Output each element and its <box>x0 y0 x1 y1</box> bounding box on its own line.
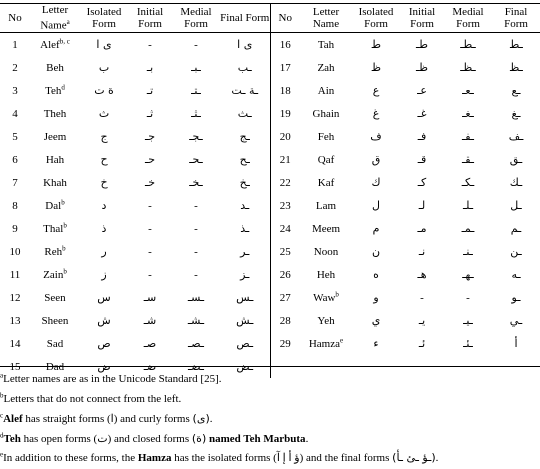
letter-name <box>30 332 80 355</box>
final-form: ـه <box>511 268 521 281</box>
table-row <box>0 217 540 240</box>
table-row <box>0 286 540 309</box>
final-form: ـط <box>509 38 523 51</box>
isolated-form: ة ت <box>94 84 114 97</box>
medial-form: ـتـ <box>191 84 201 97</box>
letter-name-text: Seen <box>44 291 66 304</box>
footnote-text-mid: has straight forms (ا) and curly forms <box>22 413 193 425</box>
medial-form: ـطـ <box>460 38 476 51</box>
footnote-text-end: . <box>305 432 309 445</box>
medial-form: - <box>194 38 198 51</box>
final-form: ـض <box>220 355 270 378</box>
medial-form: ـثـ <box>191 107 201 120</box>
footnotes <box>0 370 540 468</box>
header-isolated-right: Isolated Form <box>358 6 394 30</box>
initial-form: عـ <box>417 84 427 97</box>
footnote <box>0 370 540 390</box>
medial-form: - <box>194 222 198 235</box>
initial-form: كـ <box>417 176 427 189</box>
header-letter-name-mark: a <box>66 18 70 27</box>
initial-form: هـ <box>417 268 427 281</box>
isolated-form: ص <box>97 337 111 350</box>
letter-number: 22 <box>279 176 291 189</box>
letter-name <box>30 125 80 148</box>
footnote <box>0 390 540 410</box>
letter-name <box>30 33 80 57</box>
letter-name-text: Jeem <box>43 130 67 143</box>
isolated-form: ر <box>101 245 107 258</box>
isolated-form: ض <box>97 360 111 373</box>
medial-form: ـصـ <box>188 337 204 350</box>
final-form: ـف <box>508 130 524 143</box>
letter-number: 25 <box>279 245 291 258</box>
footnote-bold-term: Alef <box>3 413 23 425</box>
letter-name-text: Sad <box>46 337 64 350</box>
letter-name-text: Khah <box>43 176 67 189</box>
final-form: ـخ <box>220 171 270 194</box>
table-row <box>0 148 540 171</box>
final-form: ـي <box>509 314 523 327</box>
letter-number: 27 <box>279 291 291 304</box>
final-form: ـر <box>220 240 270 263</box>
initial-form: صـ <box>143 337 157 350</box>
header-letter-name <box>30 4 80 33</box>
letter-name <box>30 56 80 79</box>
letter-name <box>300 171 352 194</box>
letter-number: 2 <box>12 61 18 74</box>
header-final-right: Final Form <box>504 6 528 30</box>
letter-number: 6 <box>12 153 18 166</box>
isolated-form: ء <box>373 337 379 350</box>
table-row <box>0 56 540 79</box>
medial-form: ـعـ <box>462 84 474 97</box>
header-medial-right: Medial Form <box>452 6 484 30</box>
isolated-form: و <box>373 291 379 304</box>
letter-number: 12 <box>9 291 21 304</box>
letter-number: 20 <box>279 130 291 143</box>
table-row <box>0 240 540 263</box>
medial-form: ـقـ <box>461 153 474 166</box>
letter-number: 23 <box>279 199 291 212</box>
header-medial: Medial Form <box>180 6 212 30</box>
final-form: ـع <box>511 84 521 97</box>
letter-name <box>30 240 80 263</box>
isolated-form: ز <box>101 268 107 281</box>
final-form: ـظ <box>509 61 523 74</box>
initial-form: يـ <box>418 314 426 327</box>
final-form: ـن <box>510 245 522 258</box>
initial-form: فـ <box>417 130 427 143</box>
letter-number: 24 <box>279 222 291 235</box>
final-form: ـك <box>509 176 523 189</box>
letter-name <box>300 102 352 125</box>
medial-form: ـضـ <box>188 360 204 373</box>
table-header <box>0 4 540 33</box>
footnote <box>0 448 540 468</box>
letter-number: 29 <box>279 337 291 350</box>
letter-name-text: Zah <box>317 61 335 74</box>
footnote-mark: e <box>0 450 4 459</box>
letter-name-text: Teh <box>45 84 62 97</box>
isolated-form: ه <box>373 268 379 281</box>
letter-number: 11 <box>9 268 21 281</box>
initial-form: - <box>148 222 152 235</box>
medial-form: ـمـ <box>461 222 475 235</box>
letter-name-text: Sheen <box>41 314 69 327</box>
medial-form: ـغـ <box>462 107 474 120</box>
medial-form: ـهـ <box>462 268 474 281</box>
medial-form: ـئـ <box>463 337 473 350</box>
letter-name-mark: b <box>62 243 66 252</box>
initial-form: ضـ <box>143 360 157 373</box>
final-form: ـم <box>510 222 522 235</box>
letter-name <box>300 286 352 309</box>
letter-number: 8 <box>12 199 18 212</box>
letter-name-text: Feh <box>317 130 335 143</box>
letter-number: 1 <box>12 38 18 51</box>
header-initial-right: Initial Form <box>408 6 436 30</box>
header-no-right: No <box>278 12 292 24</box>
medial-form: ـنـ <box>463 245 473 258</box>
letter-number: 18 <box>279 84 291 97</box>
table-row <box>0 194 540 217</box>
isolated-form: ى ا <box>96 38 112 51</box>
medial-form: ـشـ <box>187 314 205 327</box>
isolated-form: م <box>372 222 380 235</box>
final-form: ـث <box>220 102 270 125</box>
letter-name-text: Meem <box>311 222 341 235</box>
letter-name-text: Ain <box>317 84 335 97</box>
footnote-text-end: . <box>209 413 213 425</box>
isolated-form: ل <box>372 199 380 212</box>
letter-name-mark: b <box>63 266 67 275</box>
medial-form: - <box>194 245 198 258</box>
initial-form: نـ <box>418 245 426 258</box>
letter-name-text: Yeh <box>317 314 335 327</box>
letter-name <box>300 217 352 240</box>
final-form: ـة ـت <box>220 79 270 102</box>
header-final: Final Form <box>220 4 270 33</box>
footnote-text-mid: has the isolated forms (ؤ أ إ آ) and the final forms <box>171 452 393 464</box>
letter-name <box>30 286 80 309</box>
medial-form: ـجـ <box>189 130 203 143</box>
header-initial: Initial Form <box>136 6 164 30</box>
table-row <box>0 79 540 102</box>
isolated-form: ث <box>98 107 110 120</box>
letter-name-mark: e <box>340 335 344 344</box>
letter-number: 26 <box>279 268 291 281</box>
footnote <box>0 429 540 449</box>
isolated-form: خ <box>100 176 108 189</box>
initial-form: حـ <box>144 153 156 166</box>
footnote-bold-term: Hamza <box>137 452 172 464</box>
letter-number: 19 <box>279 107 291 120</box>
initial-form: سـ <box>143 291 157 304</box>
medial-form: - <box>194 268 198 281</box>
initial-form: - <box>148 38 152 51</box>
table-row <box>0 125 540 148</box>
final-form: ـو <box>511 291 521 304</box>
letter-name-text: Noon <box>313 245 339 258</box>
initial-form: شـ <box>143 314 157 327</box>
letter-name <box>30 79 80 102</box>
letter-name <box>30 171 80 194</box>
final-form: ـل <box>510 199 522 212</box>
letter-name-mark: b <box>63 220 67 229</box>
letter-name-text: Tah <box>317 38 335 51</box>
isolated-form: ذ <box>101 222 107 235</box>
table-row <box>0 102 540 125</box>
letter-name-mark: b <box>61 197 65 206</box>
letter-name <box>30 217 80 240</box>
initial-form: مـ <box>417 222 427 235</box>
initial-form: ئـ <box>418 337 426 350</box>
final-form: ـب <box>220 56 270 79</box>
initial-form: بـ <box>146 61 154 74</box>
isolated-form: ط <box>370 38 382 51</box>
initial-form: غـ <box>417 107 427 120</box>
table-row <box>0 171 540 194</box>
isolated-form: ع <box>372 84 380 97</box>
initial-form: - <box>420 291 424 304</box>
letter-name <box>300 240 352 263</box>
letter-name-text: Waw <box>313 291 336 304</box>
letter-name-text: Zain <box>43 268 64 281</box>
letter-name-text: Dad <box>45 360 65 373</box>
letter-name <box>300 79 352 102</box>
initial-form: ثـ <box>146 107 154 120</box>
table-row <box>0 263 540 286</box>
letter-name-text: Beh <box>46 61 64 74</box>
letter-name <box>30 194 80 217</box>
letter-name-text: Qaf <box>317 153 335 166</box>
header-letter-name-right: Letter Name <box>312 6 340 30</box>
letter-name-text: Hamza <box>308 337 341 350</box>
isolated-form: غ <box>372 107 380 120</box>
initial-form: جـ <box>144 130 156 143</box>
footnote-arabic: (ـؤ ـئ ـأ) <box>392 451 436 464</box>
medial-form: ـظـ <box>460 61 476 74</box>
letter-name-text: Heh <box>316 268 336 281</box>
letter-number: 15 <box>9 360 21 373</box>
letter-name <box>300 309 352 332</box>
isolated-form: ج <box>100 130 108 143</box>
letter-name <box>300 125 352 148</box>
footnote <box>0 409 540 429</box>
final-form: ـج <box>220 125 270 148</box>
footnote-mark: d <box>0 430 4 439</box>
letter-name-mark: b <box>335 289 339 298</box>
footnote-arabic: (ة) <box>191 431 207 445</box>
letter-name <box>300 194 352 217</box>
letter-name <box>30 263 80 286</box>
isolated-form: ب <box>98 61 110 74</box>
final-form: ـغ <box>511 107 521 120</box>
letter-name <box>300 332 352 355</box>
arabic-letters-table <box>0 4 540 378</box>
initial-form: ظـ <box>416 61 428 74</box>
isolated-form: ظ <box>370 61 382 74</box>
letter-name-text: Alef <box>40 38 60 51</box>
final-form: ـق <box>509 153 523 166</box>
letter-name-mark: b, c <box>59 36 70 45</box>
isolated-form: ك <box>371 176 381 189</box>
letter-number: 21 <box>279 153 291 166</box>
final-form: ـذ <box>220 217 270 240</box>
isolated-form: ش <box>97 314 111 327</box>
final-form: ـش <box>220 309 270 332</box>
table-row <box>0 33 540 57</box>
initial-form: لـ <box>418 199 426 212</box>
header-isolated: Isolated Form <box>86 6 122 30</box>
initial-form: طـ <box>416 38 428 51</box>
footnote-text: In addition to these forms, the <box>3 452 138 464</box>
letter-name-text: Kaf <box>317 176 335 189</box>
final-form: ـز <box>220 263 270 286</box>
header-letter-name-text: Letter Name <box>40 4 69 32</box>
footnote-text: Letters that do not connect from the left. <box>3 392 182 405</box>
letter-name-text: Ghain <box>312 107 340 120</box>
letter-name <box>30 148 80 171</box>
final-form: ـص <box>220 332 270 355</box>
initial-form: - <box>148 199 152 212</box>
footnote-arabic: (ى) <box>192 412 210 425</box>
letter-name <box>300 148 352 171</box>
medial-form: ـخـ <box>189 176 203 189</box>
final-form: ـح <box>220 148 270 171</box>
isolated-form: ن <box>371 245 381 258</box>
footnote-text-end: . <box>435 452 439 464</box>
medial-form: ـحـ <box>189 153 203 166</box>
letter-name <box>30 309 80 332</box>
medial-form: - <box>466 291 470 304</box>
initial-form: خـ <box>144 176 156 189</box>
letter-number: 4 <box>12 107 18 120</box>
letter-name-text: Hah <box>45 153 65 166</box>
letter-number: 7 <box>12 176 18 189</box>
table-bottom-rule <box>0 366 540 367</box>
isolated-form: ح <box>100 153 108 166</box>
header-no: No <box>8 12 22 24</box>
footnote-text-mid: has open forms (ت) and closed forms <box>20 432 192 445</box>
isolated-form: ف <box>370 130 382 143</box>
medial-form: ـبـ <box>191 61 201 74</box>
initial-form: - <box>148 245 152 258</box>
letter-name-text: Theh <box>43 107 67 120</box>
letter-name <box>300 263 352 286</box>
letter-name <box>300 33 352 57</box>
isolated-form: ي <box>371 314 381 327</box>
table-body <box>0 33 540 379</box>
medial-form: - <box>194 199 198 212</box>
letter-number: 10 <box>9 245 21 258</box>
final-form: ـس <box>220 286 270 309</box>
table-row <box>0 309 540 332</box>
footnote-bold-term-2: named Teh Marbuta <box>206 432 306 445</box>
initial-form: تـ <box>146 84 154 97</box>
letter-number: 9 <box>12 222 18 235</box>
footnote-text: Letter names are as in the Unicode Standard [25]. <box>3 373 222 385</box>
final-form: ى ا <box>220 33 270 57</box>
footnote-mark: c <box>0 411 4 420</box>
letter-number: 16 <box>279 38 291 51</box>
letter-name-text: Thal <box>43 222 64 235</box>
medial-form: ـكـ <box>461 176 475 189</box>
letter-name-mark: d <box>61 82 65 91</box>
footnote-mark: a <box>0 371 4 380</box>
letter-number: 3 <box>12 84 18 97</box>
table-row <box>0 332 540 355</box>
letter-name-text: Reh <box>44 245 63 258</box>
initial-form: - <box>148 268 152 281</box>
letter-name-text: Lam <box>315 199 337 212</box>
footnote-mark: b <box>0 390 4 399</box>
isolated-form: د <box>101 199 107 212</box>
letter-number: 5 <box>12 130 18 143</box>
letter-name <box>300 56 352 79</box>
medial-form: ـفـ <box>461 130 474 143</box>
letter-name-text: Dal <box>45 199 62 212</box>
letter-number: 28 <box>279 314 291 327</box>
medial-form: ـيـ <box>463 314 473 327</box>
medial-form: ـلـ <box>462 199 474 212</box>
letter-number: 17 <box>279 61 291 74</box>
letter-name <box>30 102 80 125</box>
isolated-form: ق <box>371 153 381 166</box>
final-form: أ <box>514 337 518 350</box>
letter-number: 14 <box>9 337 21 350</box>
footnote-bold-term: Teh <box>3 432 21 445</box>
letter-number: 13 <box>9 314 21 327</box>
isolated-form: س <box>97 291 111 304</box>
medial-form: ـسـ <box>187 291 205 304</box>
initial-form: قـ <box>417 153 427 166</box>
final-form: ـد <box>220 194 270 217</box>
